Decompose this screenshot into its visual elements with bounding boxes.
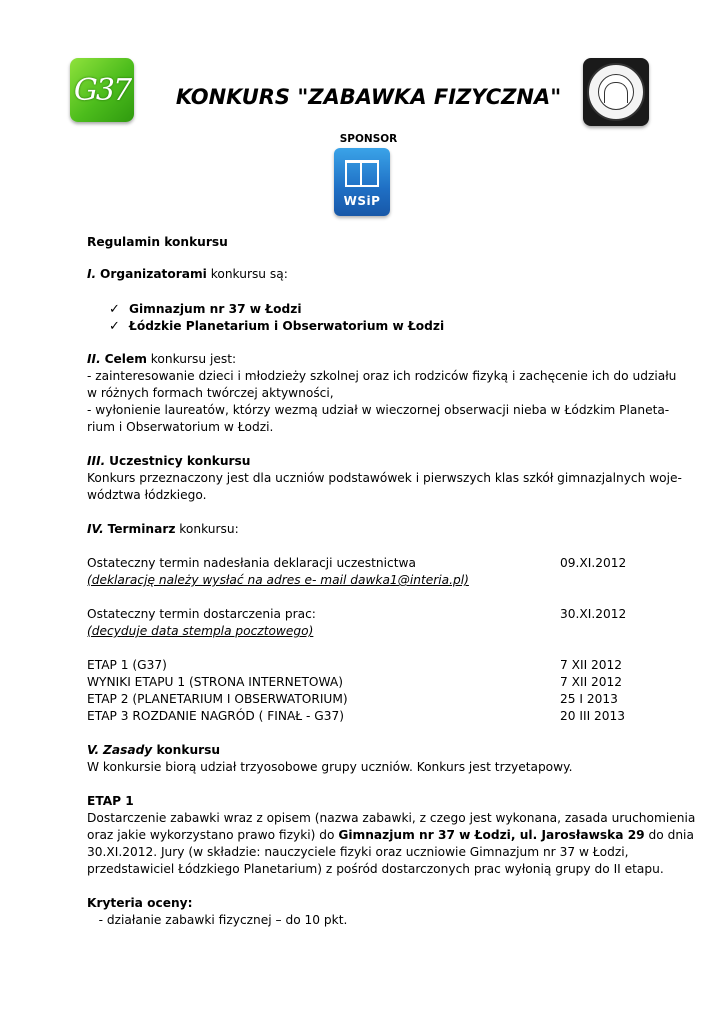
section-2-line: w różnych formach twórczej aktywności, bbox=[87, 386, 334, 400]
etap-1-line: oraz jakie wykorzystano prawo fizyki) do Gimnazjum nr 37 w Łodzi, ul. Jarosławska 29 do dnia bbox=[87, 828, 694, 842]
stage-date: 7 XII 2012 bbox=[560, 658, 623, 672]
stage-label: WYNIKI ETAPU 1 (STRONA INTERNETOWA) bbox=[87, 675, 343, 689]
section-3-line: wództwa łódzkiego. bbox=[87, 488, 207, 502]
kryteria-heading: Kryteria oceny: bbox=[87, 896, 193, 910]
wsip-logo bbox=[334, 148, 390, 216]
stage-label: ETAP 3 ROZDANIE NAGRÓD ( FINAŁ - G37) bbox=[87, 709, 344, 723]
organizer-item: ✓ Łódzkie Planetarium i Obserwatorium w Łodzi bbox=[109, 319, 445, 334]
observatory-seal-icon bbox=[587, 63, 645, 121]
section-3-heading: III. Uczestnicy konkursu bbox=[87, 454, 251, 468]
section-5-line: W konkursie biorą udział trzyosobowe grupy uczniów. Konkurs jest trzyetapowy. bbox=[87, 760, 573, 774]
organizer-item: ✓ Gimnazjum nr 37 w Łodzi bbox=[109, 302, 302, 317]
deadline-label: Ostateczny termin dostarczenia prac: bbox=[87, 607, 316, 621]
etap-1-line: Dostarczenie zabawki wraz z opisem (nazwa zabawki, z czego jest wykonana, zasada uruchomienia bbox=[87, 811, 696, 825]
section-3-line: Konkurs przeznaczony jest dla uczniów podstawówek i pierwszych klas szkół gimnazjalnych woje- bbox=[87, 471, 682, 485]
sponsor-label: SPONSOR bbox=[339, 133, 398, 145]
section-2-line: - zainteresowanie dzieci i młodzieży szkolnej oraz ich rodziców fizyką i zachęcenie ich do udziału bbox=[87, 369, 677, 383]
stage-date: 7 XII 2012 bbox=[560, 675, 623, 689]
section-2-line: - wyłonienie laureatów, którzy wezmą udział w wieczornej obserwacji nieba w Łódzkim Planeta- bbox=[87, 403, 670, 417]
kryteria-item: - działanie zabawki fizycznej – do 10 pkt. bbox=[87, 913, 348, 927]
regulamin-heading: Regulamin konkursu bbox=[87, 235, 228, 249]
g37-logo-text: G37 bbox=[73, 72, 131, 108]
deadline-date: 09.XI.2012 bbox=[560, 556, 627, 570]
stage-date: 20 III 2013 bbox=[560, 709, 626, 723]
section-1-heading: I. Organizatorami konkursu są: bbox=[87, 267, 288, 281]
section-2-line: rium i Obserwatorium w Łodzi. bbox=[87, 420, 274, 434]
etap-1-line: 30.XI.2012. Jury (w składzie: nauczyciele fizyki oraz uczniowie Gimnazjum nr 37 w Łodzi, bbox=[87, 845, 629, 859]
checkmark-icon: ✓ bbox=[109, 302, 120, 317]
deadline-label: Ostateczny termin nadesłania deklaracji uczestnictwa bbox=[87, 556, 416, 570]
deadline-note: (decyduje data stempla pocztowego) bbox=[87, 624, 314, 638]
observatory-logo bbox=[583, 58, 649, 126]
stage-date: 25 I 2013 bbox=[560, 692, 618, 706]
deadline-note: (deklarację należy wysłać na adres e- mail dawka1@interia.pl) bbox=[87, 573, 469, 587]
deadline-date: 30.XI.2012 bbox=[560, 607, 627, 621]
etap-1-heading: ETAP 1 bbox=[87, 794, 134, 808]
stage-label: ETAP 1 (G37) bbox=[87, 658, 167, 672]
checkmark-icon: ✓ bbox=[109, 319, 120, 334]
book-icon bbox=[345, 160, 379, 187]
section-4-heading: IV. Terminarz konkursu: bbox=[87, 522, 239, 536]
stage-label: ETAP 2 (PLANETARIUM I OBSERWATORIUM) bbox=[87, 692, 348, 706]
wsip-logo-text: WSiP bbox=[343, 194, 381, 208]
section-5-heading: V. Zasady konkursu bbox=[87, 743, 221, 757]
section-2-heading: II. Celem konkursu jest: bbox=[87, 352, 237, 366]
page-title: KONKURS "ZABAWKA FIZYCZNA" bbox=[175, 85, 562, 109]
etap-1-line: przedstawiciel Łódzkiego Planetarium) z pośród dostarczonych prac wyłonią grupy do II etapu. bbox=[87, 862, 664, 876]
